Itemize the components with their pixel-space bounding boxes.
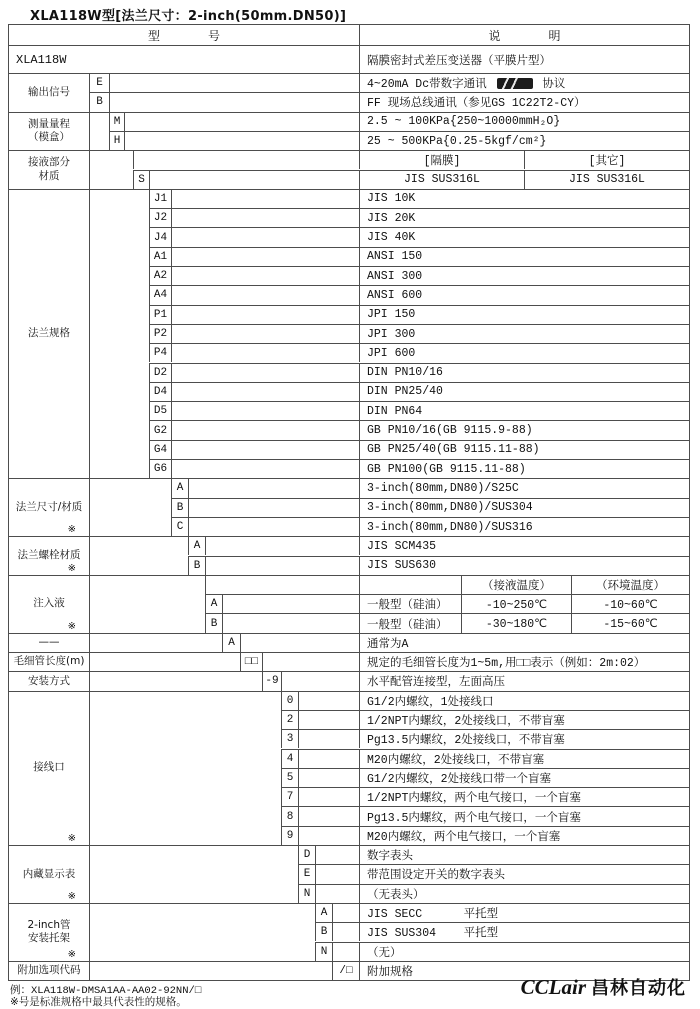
spacer-cell <box>89 671 262 690</box>
description-cell: 1/2NPT内螺纹，两个电气接口，一个盲塞 <box>359 787 689 806</box>
description-cell: Pg13.5内螺纹，两个电气接口，一个盲塞 <box>359 806 689 825</box>
spacer-cell <box>109 73 359 92</box>
description-cell: -15~60℃ <box>571 613 689 632</box>
spacer-cell <box>89 575 205 633</box>
model-code-cell: A4 <box>149 285 171 304</box>
brand-cn: 昌林自动化 <box>591 978 686 999</box>
model-code-cell: N <box>315 942 332 961</box>
spacer-cell <box>359 575 461 594</box>
spec-table <box>8 24 690 981</box>
model-code-cell: D <box>298 845 315 864</box>
description-cell: 1/2NPT内螺纹，2处接线口，不带盲塞 <box>359 710 689 729</box>
spacer-cell <box>89 691 281 845</box>
model-code-cell: J2 <box>149 208 171 227</box>
spacer-cell <box>171 363 359 382</box>
model-code-cell: P1 <box>149 305 171 324</box>
description-cell: -10~250℃ <box>461 594 571 613</box>
standard-spec-asterisk: ※ <box>67 562 76 574</box>
description-cell: ANSI 300 <box>359 266 689 285</box>
model-code-cell: P4 <box>149 343 171 362</box>
spacer-cell <box>298 729 359 748</box>
spacer-cell <box>171 305 359 324</box>
spacer-cell <box>262 652 359 671</box>
spacer-cell <box>89 150 133 189</box>
description-cell: 规定的毛细管长度为1~5m,用□□表示（例如：2m:02） <box>359 652 689 671</box>
spacer-cell <box>171 208 359 227</box>
description-cell: M20内螺纹，2处接线口，不带盲塞 <box>359 749 689 768</box>
description-cell: 4~20mA Dc带数字通讯 协议 <box>359 73 689 92</box>
model-code-cell: P2 <box>149 324 171 343</box>
model-code-cell: 3 <box>281 729 298 748</box>
model-code-cell: E <box>89 73 109 92</box>
spacer-cell <box>332 942 359 961</box>
description-cell: 通常为A <box>359 633 689 652</box>
model-code-cell: S <box>133 170 149 189</box>
description-cell: G1/2内螺纹，1处接线口 <box>359 691 689 710</box>
description-cell: DIN PN25/40 <box>359 382 689 401</box>
model-code-cell: A1 <box>149 247 171 266</box>
model-code-cell: D4 <box>149 382 171 401</box>
description-cell: [隔膜] <box>359 150 524 169</box>
description-cell: 3-inch(80mm,DN80)/SUS304 <box>359 498 689 517</box>
spacer-cell <box>298 749 359 768</box>
spacer-cell <box>171 382 359 401</box>
spacer-cell <box>89 961 332 980</box>
spacer-cell <box>89 652 240 671</box>
spacer-cell <box>89 112 109 151</box>
spacer-cell <box>188 498 359 517</box>
category-cell: 法兰螺栓材质 ※ <box>9 536 89 575</box>
spacer-cell <box>171 324 359 343</box>
description-cell: 隔膜密封式差压变送器（平膜片型） <box>359 45 689 73</box>
spacer-cell <box>171 189 359 208</box>
model-code-cell: /□ <box>332 961 359 980</box>
spacer-cell <box>109 92 359 111</box>
model-code-cell: E <box>298 864 315 883</box>
description-cell: JIS SUS316L <box>359 170 524 189</box>
description-cell: -30~180℃ <box>461 613 571 632</box>
category-cell: 法兰尺寸/材质 ※ <box>9 478 89 536</box>
model-code-cell: -9 <box>262 671 281 690</box>
spacer-cell <box>332 922 359 941</box>
spacer-cell <box>222 613 359 632</box>
description-cell: 带范围设定开关的数字表头 <box>359 864 689 883</box>
description-cell: JIS SUS630 <box>359 556 689 575</box>
description-cell: （无表头） <box>359 884 689 903</box>
category-cell: —— <box>9 633 89 652</box>
category-cell: 内藏显示表 ※ <box>9 845 89 903</box>
model-code-cell: B <box>205 613 222 632</box>
model-code-cell: J1 <box>149 189 171 208</box>
description-cell: Pg13.5内螺纹，2处接线口，不带盲塞 <box>359 729 689 748</box>
category-cell: 接液部分 材质 <box>9 150 89 189</box>
standard-spec-asterisk: ※ <box>67 620 76 632</box>
spacer-cell <box>149 170 359 189</box>
category-cell: 输出信号 <box>9 73 89 112</box>
description-cell: ANSI 150 <box>359 247 689 266</box>
spacer-cell <box>205 575 359 594</box>
model-code-cell: A <box>205 594 222 613</box>
footer-note: ※号是标准规格中最具代表性的规格。 <box>10 996 187 1008</box>
description-cell: JPI 300 <box>359 324 689 343</box>
model-code-cell: 0 <box>281 691 298 710</box>
category-cell: 2-inch管 安装托架 ※ <box>9 903 89 961</box>
spacer-cell <box>171 227 359 246</box>
model-code-cell: □□ <box>240 652 262 671</box>
model-code-cell: 2 <box>281 710 298 729</box>
column-header-cell: 型 号 <box>147 28 220 43</box>
description-cell: 25 ~ 500KPa{0.25-5kgf/cm²} <box>359 131 689 150</box>
description-cell: FF 现场总线通讯（参见GS 1C22T2-CY） <box>359 92 689 111</box>
page-title: XLA118W型[法兰尺寸：2-inch(50mm.DN50)] <box>30 9 347 24</box>
model-code-cell: A <box>188 536 205 555</box>
spacer-cell <box>240 633 359 652</box>
model-code-cell: A <box>171 478 188 497</box>
description-cell: 3-inch(80mm,DN80)/SUS316 <box>359 517 689 536</box>
description-cell: GB PN100(GB 9115.11-88) <box>359 459 689 478</box>
description-cell: JPI 150 <box>359 305 689 324</box>
model-code-cell: 4 <box>281 749 298 768</box>
description-cell: 数字表头 <box>359 845 689 864</box>
protocol-logo-badge <box>497 78 533 89</box>
spacer-cell <box>171 401 359 420</box>
description-cell: 一般型（硅油） <box>359 594 461 613</box>
description-cell: G1/2内螺纹，2处接线口带一个盲塞 <box>359 768 689 787</box>
spacer-cell <box>89 189 149 479</box>
spacer-cell <box>315 864 359 883</box>
model-code-cell: B <box>171 498 188 517</box>
description-cell: GB PN25/40(GB 9115.11-88) <box>359 440 689 459</box>
category-cell: 测量量程 （模盒） <box>9 112 89 151</box>
category-cell: 注入液 ※ <box>9 575 89 633</box>
model-code-cell: G2 <box>149 420 171 439</box>
spacer-cell <box>205 556 359 575</box>
standard-spec-asterisk: ※ <box>67 832 76 844</box>
spacer-cell <box>188 517 359 536</box>
category-cell: 毛细管长度(m) <box>9 652 89 671</box>
spacer-cell <box>205 536 359 555</box>
description-cell: JIS 10K <box>359 189 689 208</box>
model-code-cell: N <box>298 884 315 903</box>
model-code-cell: A <box>222 633 240 652</box>
spacer-cell <box>298 826 359 845</box>
spacer-cell <box>315 845 359 864</box>
description-cell: （环境温度） <box>571 575 689 594</box>
spacer-cell <box>298 710 359 729</box>
spacer-cell <box>188 478 359 497</box>
model-code-cell: 7 <box>281 787 298 806</box>
standard-spec-asterisk: ※ <box>67 524 76 536</box>
description-cell: JIS SECC 平托型 <box>359 903 689 922</box>
description-cell: 2.5 ~ 100KPa{250~10000mmH₂O} <box>359 112 689 131</box>
model-code-cell: D2 <box>149 363 171 382</box>
model-code-cell: B <box>89 92 109 111</box>
footer-example: 例：XLA118W-DMSA1AA-AA02-92NN/□ <box>10 985 202 997</box>
description-cell: JIS 20K <box>359 208 689 227</box>
model-code-cell: B <box>315 922 332 941</box>
spacer-cell <box>315 884 359 903</box>
model-code-cell: A <box>315 903 332 922</box>
spacer-cell <box>298 768 359 787</box>
model-code-cell: A2 <box>149 266 171 285</box>
description-cell: JIS SUS304 平托型 <box>359 922 689 941</box>
description-cell: JPI 600 <box>359 343 689 362</box>
description-cell: （无） <box>359 942 689 961</box>
description-cell: M20内螺纹，两个电气接口，一个盲塞 <box>359 826 689 845</box>
spacer-cell <box>171 459 359 478</box>
spacer-cell <box>171 420 359 439</box>
model-code-cell: 5 <box>281 768 298 787</box>
spacer-cell <box>133 150 359 169</box>
spacer-cell <box>298 787 359 806</box>
model-code-cell: 8 <box>281 806 298 825</box>
description-cell: -10~60℃ <box>571 594 689 613</box>
spacer-cell <box>124 131 359 150</box>
spacer-cell <box>124 112 359 131</box>
spacer-cell <box>89 478 171 536</box>
spacer-cell <box>281 671 359 690</box>
spacer-cell <box>89 536 188 575</box>
spacer-cell <box>89 903 315 961</box>
description-cell: [其它] <box>524 150 689 169</box>
brand-latin: CCLair <box>520 975 586 999</box>
category-cell: 法兰规格 <box>9 189 89 479</box>
description-cell: DIN PN10/16 <box>359 363 689 382</box>
model-code-cell: G6 <box>149 459 171 478</box>
description-cell: （接液温度） <box>461 575 571 594</box>
spacer-cell <box>332 903 359 922</box>
spacer-cell <box>222 594 359 613</box>
standard-spec-asterisk: ※ <box>67 890 76 902</box>
spacer-cell <box>171 343 359 362</box>
category-cell: XLA118W <box>9 45 359 73</box>
model-code-cell: H <box>109 131 124 150</box>
category-cell: 安装方式 <box>9 671 89 690</box>
category-cell: 附加选项代码 <box>9 961 89 980</box>
model-code-cell: J4 <box>149 227 171 246</box>
description-cell: ANSI 600 <box>359 285 689 304</box>
description-cell: DIN PN64 <box>359 401 689 420</box>
spacer-cell <box>89 633 222 652</box>
category-cell: 接线口 ※ <box>9 691 89 845</box>
spacer-cell <box>298 691 359 710</box>
description-cell: 附加规格 <box>359 961 689 980</box>
brand-logo <box>521 974 686 1000</box>
model-code-cell: B <box>188 556 205 575</box>
spacer-cell <box>171 285 359 304</box>
spacer-cell <box>171 247 359 266</box>
model-code-cell: 9 <box>281 826 298 845</box>
description-cell: 水平配管连接型，左面高压 <box>359 671 689 690</box>
column-header-cell: 说 明 <box>359 25 689 45</box>
model-code-cell: M <box>109 112 124 131</box>
model-code-cell: D5 <box>149 401 171 420</box>
standard-spec-asterisk: ※ <box>67 948 76 960</box>
spacer-cell <box>171 440 359 459</box>
description-cell: GB PN10/16(GB 9115.9-88) <box>359 420 689 439</box>
description-cell: 一般型（硅油） <box>359 613 461 632</box>
description-cell: JIS SUS316L <box>524 170 689 189</box>
model-code-cell: G4 <box>149 440 171 459</box>
spacer-cell <box>171 266 359 285</box>
description-cell: JIS SCM435 <box>359 536 689 555</box>
model-code-cell: C <box>171 517 188 536</box>
description-cell: 3-inch(80mm,DN80)/S25C <box>359 478 689 497</box>
spacer-cell <box>89 845 298 903</box>
description-cell: JIS 40K <box>359 227 689 246</box>
spacer-cell <box>298 806 359 825</box>
